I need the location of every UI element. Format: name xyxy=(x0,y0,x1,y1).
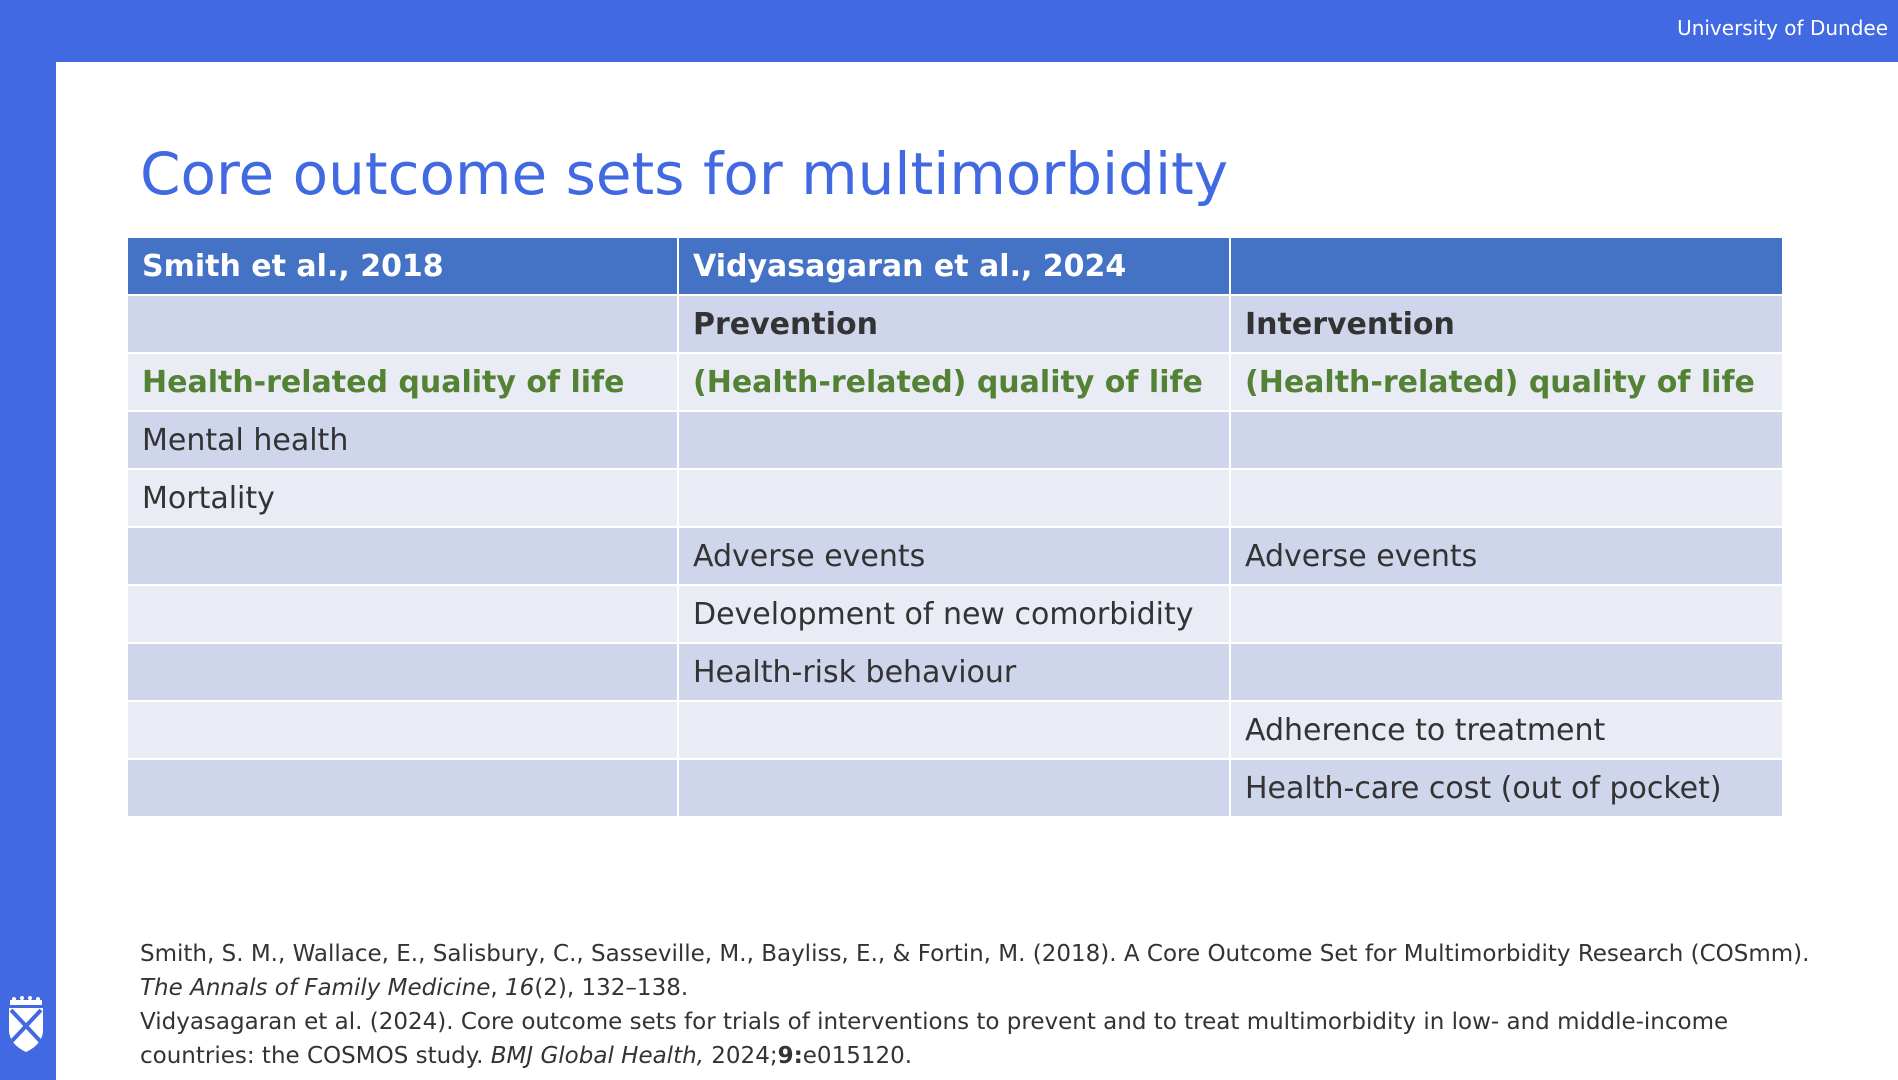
table-cell: Mental health xyxy=(127,411,678,469)
top-banner xyxy=(0,0,1898,62)
core-outcome-table xyxy=(126,236,1784,818)
subheader-intervention: Intervention xyxy=(1230,295,1783,353)
table-row xyxy=(127,527,1783,585)
table-cell xyxy=(678,411,1230,469)
table-cell: Adverse events xyxy=(1230,527,1783,585)
table-cell xyxy=(1230,643,1783,701)
table-row xyxy=(127,701,1783,759)
table-cell xyxy=(1230,469,1783,527)
subheader-prevention: Prevention xyxy=(678,295,1230,353)
table-cell xyxy=(127,527,678,585)
table-cell xyxy=(127,295,678,353)
table-cell: Mortality xyxy=(127,469,678,527)
table-cell xyxy=(678,759,1230,817)
table-cell: (Health-related) quality of life xyxy=(1230,353,1783,411)
side-banner xyxy=(0,0,56,1080)
table-cell: Adverse events xyxy=(678,527,1230,585)
reference-text: 2024; xyxy=(703,1043,778,1069)
university-brand: University of Dundee xyxy=(1677,16,1888,40)
reference-text: (2), 132–138. xyxy=(534,975,689,1001)
reference-smith xyxy=(140,937,1840,1005)
header-cell-empty xyxy=(1230,237,1783,295)
table-cell xyxy=(127,643,678,701)
table-cell: Health-care cost (out of pocket) xyxy=(1230,759,1783,817)
table-row xyxy=(127,585,1783,643)
table-row xyxy=(127,759,1783,817)
table-cell xyxy=(678,701,1230,759)
table-row xyxy=(127,295,1783,353)
reference-text: , xyxy=(490,975,506,1001)
reference-text: Vidyasagaran et al. (2024). Core outcome sets for trials of interventions to prevent and to treat multimorbidity in low- and middle-income countries: the COSMOS study. xyxy=(140,1009,1729,1069)
table-cell: Adherence to treatment xyxy=(1230,701,1783,759)
table-cell xyxy=(127,701,678,759)
header-cell-vidyasagaran: Vidyasagaran et al., 2024 xyxy=(678,237,1230,295)
journal-title: The Annals of Family Medicine xyxy=(140,975,491,1001)
table-cell xyxy=(1230,585,1783,643)
table-cell: Health-related quality of life xyxy=(127,353,678,411)
table-cell xyxy=(1230,411,1783,469)
table-cell: (Health-related) quality of life xyxy=(678,353,1230,411)
table-row xyxy=(127,643,1783,701)
journal-volume: 9: xyxy=(777,1043,803,1069)
table-cell xyxy=(678,469,1230,527)
slide-title: Core outcome sets for multimorbidity xyxy=(140,140,1229,208)
references xyxy=(140,937,1840,1073)
reference-text: e015120. xyxy=(802,1043,913,1069)
table-cell: Health-risk behaviour xyxy=(678,643,1230,701)
table-row xyxy=(127,411,1783,469)
table-row xyxy=(127,469,1783,527)
journal-volume: 16 xyxy=(505,975,535,1001)
university-crest-icon xyxy=(6,996,46,1054)
table-row xyxy=(127,353,1783,411)
table-cell xyxy=(127,585,678,643)
reference-vidyasagaran xyxy=(140,1005,1840,1073)
table-cell xyxy=(127,759,678,817)
journal-title: BMJ Global Health, xyxy=(490,1043,704,1069)
table-header-row xyxy=(127,237,1783,295)
table-cell: Development of new comorbidity xyxy=(678,585,1230,643)
reference-text: Smith, S. M., Wallace, E., Salisbury, C., Sasseville, M., Bayliss, E., & Fortin, M. (2018). A Core Outcome Set for Multimorbidity Research (COSmm). xyxy=(140,941,1810,967)
header-cell-smith: Smith et al., 2018 xyxy=(127,237,678,295)
